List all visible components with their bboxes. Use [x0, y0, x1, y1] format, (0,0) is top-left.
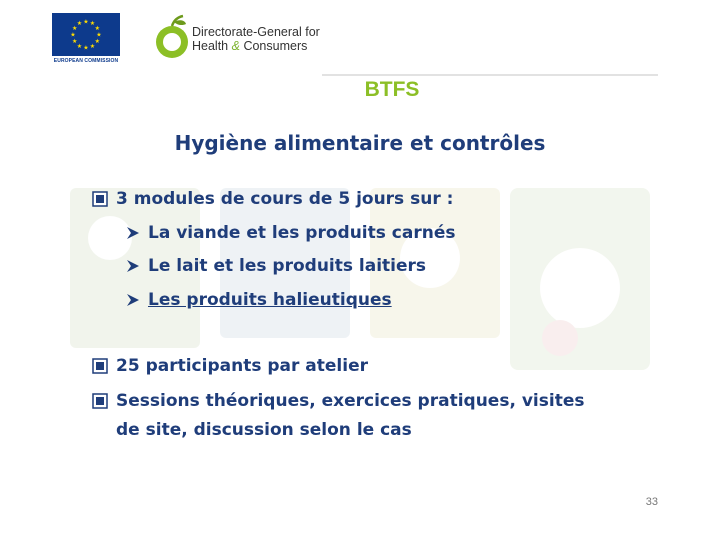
eu-star-icon: ★: [70, 31, 76, 39]
apple-logo-icon: [152, 14, 192, 62]
slide-title: BTFS: [364, 78, 420, 101]
checkbox-bullet-icon: [92, 393, 108, 409]
page-number: 33: [645, 496, 658, 508]
slide-subtitle: Hygiène alimentaire et contrôles: [174, 131, 546, 155]
bullet-item: [92, 189, 453, 209]
eu-star-icon: ★: [83, 18, 89, 26]
arrow-bullet-icon: [126, 259, 140, 273]
dg-health-consumers-logo: [152, 14, 322, 62]
halieutiques-link[interactable]: Les produits halieutiques: [148, 290, 392, 310]
eu-star-icon: ★: [96, 31, 102, 39]
bullet-text: Sessions théoriques, exercices pratiques, visites: [116, 391, 585, 411]
eu-star-icon: ★: [76, 20, 83, 28]
eu-star-icon: ★: [83, 44, 89, 52]
sub-bullet-text: La viande et les produits carnés: [148, 223, 456, 243]
dg-name-ampersand: &: [231, 39, 240, 53]
eu-flag-icon: [52, 13, 120, 56]
bullet-item: [92, 356, 368, 376]
eu-star-icon: ★: [72, 25, 78, 32]
sub-bullet-item: [126, 290, 392, 310]
arrow-bullet-icon: [126, 293, 140, 307]
sub-bullet-item: [126, 256, 426, 276]
sub-bullet-text: Le lait et les produits laitiers: [148, 256, 427, 276]
european-commission-logo: [52, 13, 120, 67]
bullet-text: 25 participants par atelier: [116, 356, 369, 376]
sub-bullet-item: [126, 223, 455, 243]
eu-star-icon: ★: [89, 20, 96, 28]
eu-logo-caption: EUROPEAN COMMISSION: [53, 58, 119, 64]
arrow-bullet-icon: [126, 226, 140, 240]
dg-name-line1: Directorate-General for: [192, 25, 320, 39]
bullet-text-continuation: de site, discussion selon le cas: [116, 420, 412, 440]
bullet-item: [92, 391, 584, 411]
dg-name-line2: [192, 39, 320, 53]
eu-star-icon: ★: [76, 42, 83, 50]
dg-name-consumers: Consumers: [243, 39, 308, 53]
checkbox-bullet-icon: [92, 358, 108, 374]
eu-star-icon: ★: [89, 42, 96, 50]
header-divider: [322, 74, 658, 76]
eu-star-icon: ★: [94, 38, 100, 45]
eu-star-icon: ★: [72, 38, 78, 45]
background-illustration: [70, 188, 650, 370]
checkbox-bullet-icon: [92, 191, 108, 207]
bullet-text: 3 modules de cours de 5 jours sur :: [116, 189, 454, 209]
dg-name: [192, 25, 320, 53]
dg-name-health: Health: [192, 39, 229, 53]
eu-star-icon: ★: [94, 25, 100, 32]
